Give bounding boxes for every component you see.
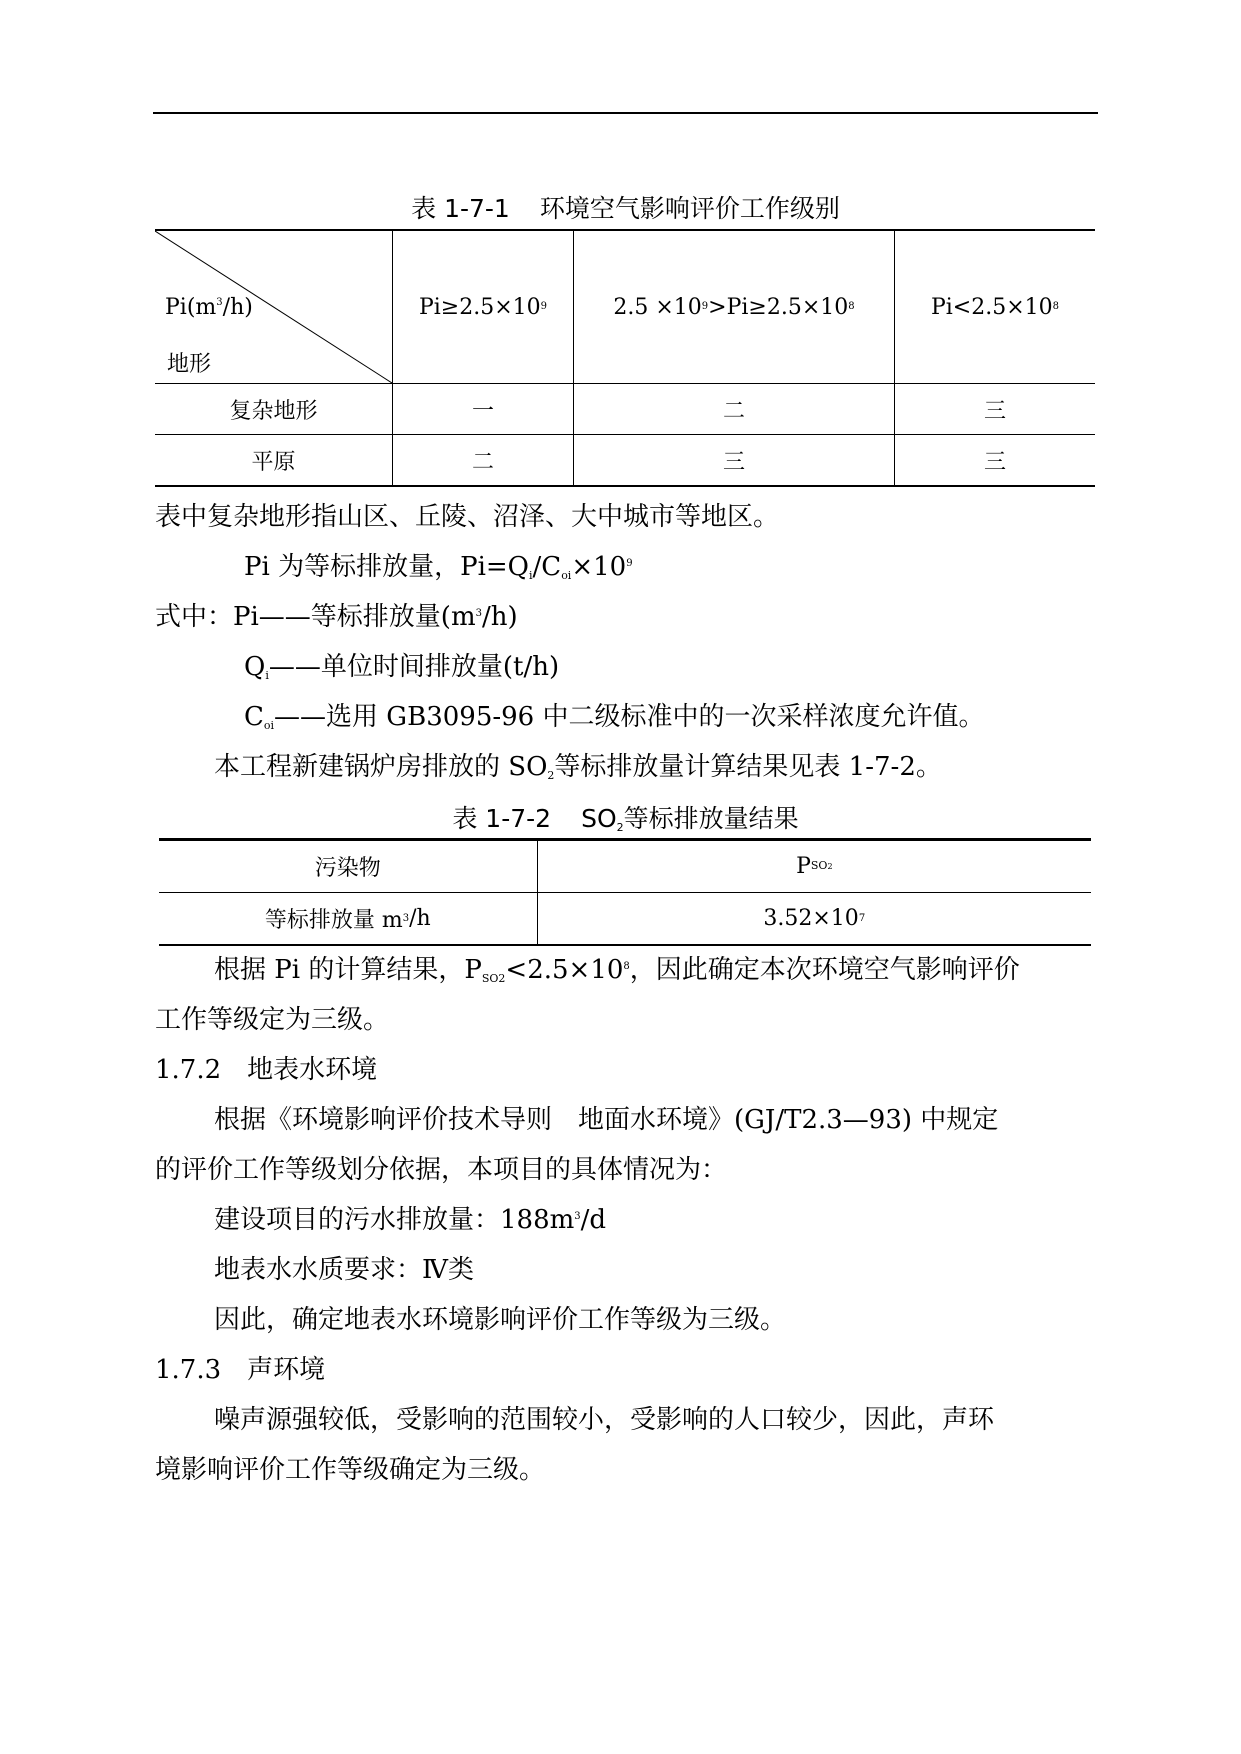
formula-line: Pi 为等标排放量，$Pi=Q_i/C_{oi}\times 10^9$ [244, 552, 633, 582]
table-cell: 三 [573, 435, 894, 485]
table-row [155, 383, 1095, 434]
table-cell: 二 [392, 435, 573, 485]
table2-row-value: 3.52×10 7 [537, 893, 1091, 944]
where-line: 式中：Pi——等标排放量$(m^3/h)$ [155, 602, 518, 632]
water-quality: 地表水水质要求：Ⅳ类 [214, 1255, 474, 1285]
paragraph: 境影响评价工作等级确定为三级。 [155, 1455, 546, 1485]
header-rule [153, 112, 1098, 114]
paragraph: 噪声源强较低，受影响的范围较小，受影响的人口较少，因此，声环 [214, 1405, 995, 1435]
table-cell: 三 [894, 384, 1095, 434]
table1-air-assessment-levels [155, 229, 1095, 487]
note-terrain: 表中复杂地形指山区、丘陵、沼泽、大中城市等地区。 [155, 502, 780, 532]
table2-header-row [159, 841, 1091, 892]
corner-label-pi: $Pi(m^3/h)$ [165, 295, 253, 320]
table-cell: 一 [392, 384, 573, 434]
table2-so2-emission [159, 838, 1091, 946]
table1-col-mid: 2.5 ×10 9 >Pi≥2.5×10 8 [573, 231, 894, 383]
table2-caption: 表 1-7-2 $SO_2$等标排放量结果 [452, 804, 799, 834]
table1-row-label: 平原 [251, 449, 296, 475]
q-definition: $Q_i——$单位时间排放量(t/h) [244, 652, 560, 682]
table1-caption: 表 1-7-1 环境空气影响评价工作级别 [411, 194, 840, 223]
table1-col-high: Pi≥2.5×10 9 [392, 231, 573, 383]
table2-header-pollutant: 污染物 [314, 856, 381, 881]
sewage-discharge: 建设项目的污水排放量：$188m^3/d$ [214, 1205, 607, 1235]
c-definition: $C_{oi}——$选用 GB3095-96 中二级标准中的一次采样浓度允许值。 [244, 702, 985, 732]
section-heading-1-7-3: 1.7.3 声环境 [155, 1355, 326, 1385]
table2-header-p: P SO2 [537, 841, 1091, 892]
table1-row-label: 复杂地形 [229, 398, 318, 424]
table1-col-low: Pi<2.5×10 8 [894, 231, 1095, 383]
table-row [159, 892, 1091, 944]
paragraph: 的评价工作等级划分依据，本项目的具体情况为： [155, 1155, 728, 1185]
table-cell: 二 [573, 384, 894, 434]
paragraph: 根据《环境影响评价技术导则 地面水环境》(GJ/T2.3—93) 中规定 [214, 1105, 999, 1135]
result-continuation: 工作等级定为三级。 [155, 1005, 390, 1035]
calc-reference: 本工程新建锅炉房排放的 $SO_2$等标排放量计算结果见表 1-7-2。 [214, 752, 942, 782]
table1-header-row [155, 231, 1095, 383]
table1-corner-cell [155, 231, 392, 383]
table2-row-label: 等标排放量 m 3 /h [264, 906, 431, 933]
paragraph: 因此，确定地表水环境影响评价工作等级为三级。 [214, 1305, 787, 1335]
corner-label-terrain: 地形 [167, 352, 212, 377]
section-heading-1-7-2: 1.7.2 地表水环境 [155, 1055, 378, 1085]
table-row [155, 434, 1095, 485]
result-line: 根据 Pi 的计算结果，$P_{SO2}<2.5\times 10^8$，因此确定本次环境空气影响评价 [214, 955, 1020, 985]
table-cell: 三 [894, 435, 1095, 485]
